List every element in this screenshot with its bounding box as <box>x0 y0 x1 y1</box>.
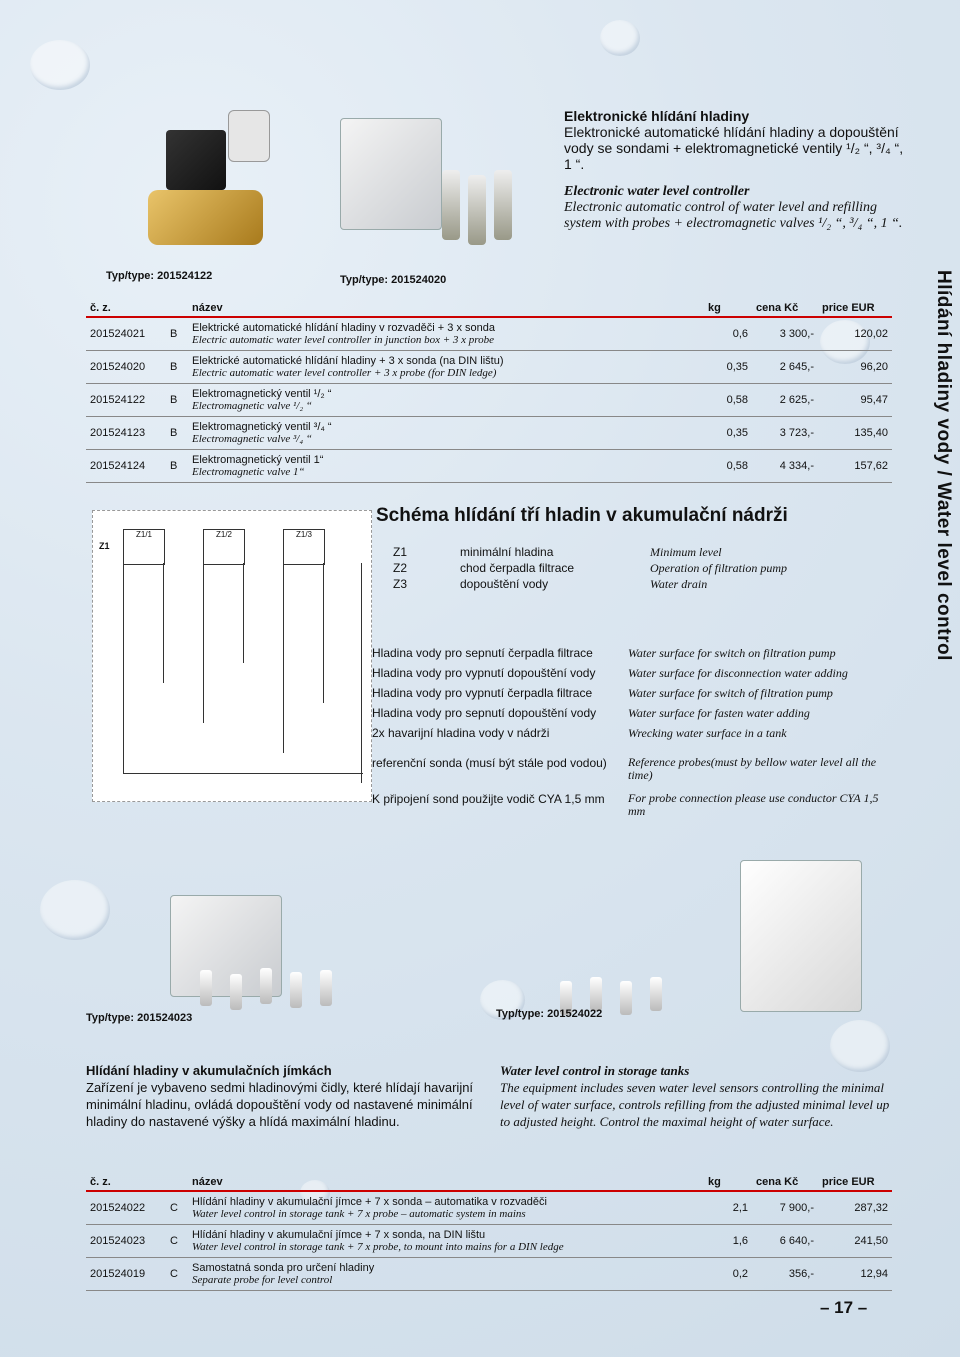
type-label-din: Typ/type: 201524023 <box>86 1012 193 1024</box>
col-eur: price EUR <box>818 1174 892 1191</box>
name-cz: Samostatná sonda pro určení hladiny <box>192 1262 375 1274</box>
storage-heading-cz: Hlídání hladiny v akumulačních jímkách <box>86 1063 332 1078</box>
cell-code: 201524021 <box>86 317 166 351</box>
cell-name <box>188 351 704 384</box>
cell-name <box>188 1225 704 1258</box>
cell-name <box>188 450 704 483</box>
cell-name <box>188 384 704 417</box>
wire <box>203 563 204 723</box>
cell-czk: 2 645,- <box>752 351 818 384</box>
level-desc-en: Water surface for disconnection water adding <box>628 666 848 680</box>
cell-czk: 2 625,- <box>752 384 818 417</box>
col-eur: price EUR <box>818 300 892 317</box>
storage-block-cz <box>86 1062 478 1130</box>
intro-heading-cz: Elektronické hlídání hladiny <box>564 108 750 124</box>
cell-name <box>188 417 704 450</box>
storage-heading-en: Water level control in storage tanks <box>500 1063 690 1078</box>
col-class <box>166 300 188 317</box>
level-desc-cz: Hladina vody pro sepnutí dopouštění vody <box>372 706 597 720</box>
cell-class: C <box>166 1225 188 1258</box>
product-table-2 <box>86 1174 892 1291</box>
cell-code: 201524020 <box>86 351 166 384</box>
background-drop <box>40 880 110 940</box>
wire <box>323 563 324 703</box>
product-table-1 <box>86 300 892 483</box>
level-desc-cz: 2x havarijní hladina vody v nádrži <box>372 726 550 740</box>
cell-eur: 96,20 <box>818 351 892 384</box>
wiring-diagram <box>92 510 372 802</box>
cell-czk: 3 300,- <box>752 317 818 351</box>
cell-kg: 1,6 <box>704 1225 752 1258</box>
name-cz: Elektromagnetický ventil 1“ <box>192 454 324 466</box>
cell-class: B <box>166 384 188 417</box>
type-label-controller: Typ/type: 201524020 <box>340 274 447 286</box>
cell-class: B <box>166 450 188 483</box>
zone-desc-cz: chod čerpadla filtrace <box>460 561 575 575</box>
scheme-title: Schéma hlídání tří hladin v akumulační nádrži <box>376 505 788 526</box>
controller-z1-1 <box>123 529 165 565</box>
wire <box>123 563 124 773</box>
diagram-label: Z1/3 <box>295 530 312 539</box>
cell-eur: 241,50 <box>818 1225 892 1258</box>
name-en: Electromagnetic valve ¹/₂ “ <box>192 400 313 412</box>
cell-eur: 157,62 <box>818 450 892 483</box>
intro-desc-en: Electronic automatic control of water level and refilling system with probes + electromagnetic valves ¹/₂ “, ³/₄ “, 1 “. <box>564 200 903 231</box>
intro-heading-en: Electronic water level controller <box>564 184 750 199</box>
level-desc-en: Water surface for switch on filtration pump <box>628 646 836 660</box>
storage-block-en <box>500 1062 894 1130</box>
background-drop <box>600 20 640 56</box>
zone-desc-en: Minimum level <box>650 545 722 559</box>
cell-eur: 287,32 <box>818 1191 892 1225</box>
level-desc-cz: Hladina vody pro vypnutí dopouštění vody <box>372 666 596 680</box>
reference-probe-en: Reference probes(must by bellow water level all the time) <box>628 755 877 782</box>
level-desc-cz: Hladina vody pro sepnutí čerpadla filtrace <box>372 646 593 660</box>
col-code: č. z. <box>86 300 166 317</box>
diagram-label: Z1/2 <box>215 530 232 539</box>
table-row <box>86 1191 892 1225</box>
name-cz: Hlídání hladiny v akumulační jímce + 7 x sonda, na DIN lištu <box>192 1229 486 1241</box>
cell-code: 201524122 <box>86 384 166 417</box>
wire <box>123 773 363 774</box>
level-desc-en: Water surface for switch of filtration pump <box>628 686 833 700</box>
valve-photo <box>148 110 268 250</box>
name-en: Water level control in storage tank + 7 x probe, to mount into mains for a DIN ledge <box>192 1241 564 1253</box>
cell-kg: 0,2 <box>704 1258 752 1291</box>
connection-note-cz: K připojení sond použijte vodič CYA 1,5 mm <box>372 792 605 806</box>
background-drop <box>30 40 90 90</box>
cell-czk: 3 723,- <box>752 417 818 450</box>
zone-desc-cz: dopouštění vody <box>460 577 549 591</box>
table-row <box>86 417 892 450</box>
storage-desc-en: The equipment includes seven water level sensors controlling the minimal level of water surface, controls refilling from the adjusted minimal level up to adjusted height. Control the maximal height of water surface. <box>500 1080 890 1129</box>
probe-set-photo <box>200 960 430 1010</box>
level-desc-cz: Hladina vody pro vypnutí čerpadla filtrace <box>372 686 593 700</box>
cell-class: C <box>166 1191 188 1225</box>
col-name: název <box>188 1174 704 1191</box>
col-czk: cena Kč <box>752 1174 818 1191</box>
zone-id: Z3 <box>393 577 408 591</box>
probes-photo <box>438 170 518 250</box>
zone-desc-en: Operation of filtration pump <box>650 561 788 575</box>
cell-class: B <box>166 417 188 450</box>
cell-kg: 2,1 <box>704 1191 752 1225</box>
name-en: Electric automatic water level controller in junction box + 3 x probe <box>192 334 495 346</box>
name-cz: Elektrické automatické hlídání hladiny v rozvaděči + 3 x sonda <box>192 322 495 334</box>
cell-eur: 120,02 <box>818 317 892 351</box>
col-kg: kg <box>704 300 752 317</box>
cell-name <box>188 317 704 351</box>
cell-class: C <box>166 1258 188 1291</box>
cell-code: 201524023 <box>86 1225 166 1258</box>
diagram-label: Z1 <box>99 541 110 551</box>
name-en: Electromagnetic valve 1“ <box>192 466 305 478</box>
reference-probe-cz: referenční sonda (musí být stále pod vodou) <box>372 756 607 770</box>
name-cz: Elektromagnetický ventil ¹/₂ “ <box>192 388 332 400</box>
name-en: Water level control in storage tank + 7 x probe – automatic system in mains <box>192 1208 526 1220</box>
cell-kg: 0,58 <box>704 384 752 417</box>
intro-block <box>564 108 904 232</box>
cell-code: 201524124 <box>86 450 166 483</box>
level-desc-en: Water surface for fasten water adding <box>628 706 810 720</box>
wire <box>243 563 244 663</box>
cell-kg: 0,58 <box>704 450 752 483</box>
cell-czk: 356,- <box>752 1258 818 1291</box>
cell-name <box>188 1258 704 1291</box>
cell-class: B <box>166 351 188 384</box>
side-title: Hlídání hladiny vody / Water level control <box>933 270 954 661</box>
wire <box>163 563 164 683</box>
zone-desc-cz: minimální hladina <box>460 545 554 559</box>
zone-id: Z2 <box>393 561 408 575</box>
cell-czk: 4 334,- <box>752 450 818 483</box>
intro-desc-cz: Elektronické automatické hlídání hladiny a dopouštění vody se sondami + elektromagnetické ventily ¹/₂ “, ³/₄ “, 1 “. <box>564 124 904 172</box>
wire <box>361 563 362 783</box>
cell-code: 201524019 <box>86 1258 166 1291</box>
type-label-box: Typ/type: 201524022 <box>496 1008 603 1020</box>
controller-z1-3 <box>283 529 325 565</box>
table-row <box>86 384 892 417</box>
storage-desc-cz: Zařízení je vybaveno sedmi hladinovými čidly, které hlídají havarijní minimální hladinu, ovládá dopouštění vody od nastavené minimální hladiny do nastavené výšky a hlídá maximální hladinu. <box>86 1080 474 1129</box>
table-row <box>86 317 892 351</box>
name-cz: Elektrické automatické hlídání hladiny + 3 x sonda (na DIN lištu) <box>192 355 504 367</box>
col-kg: kg <box>704 1174 752 1191</box>
cell-code: 201524022 <box>86 1191 166 1225</box>
zone-id: Z1 <box>393 545 408 559</box>
table-row <box>86 351 892 384</box>
col-code: č. z. <box>86 1174 166 1191</box>
col-class <box>166 1174 188 1191</box>
cell-czk: 6 640,- <box>752 1225 818 1258</box>
table-row <box>86 450 892 483</box>
level-desc-en: Wrecking water surface in a tank <box>628 726 787 740</box>
table-row <box>86 1225 892 1258</box>
name-cz: Hlídání hladiny v akumulační jímce + 7 x sonda – automatika v rozvaděči <box>192 1196 547 1208</box>
cell-kg: 0,35 <box>704 417 752 450</box>
table-row <box>86 1258 892 1291</box>
name-en: Electromagnetic valve ³/₄ “ <box>192 433 313 445</box>
cell-kg: 0,35 <box>704 351 752 384</box>
name-en: Separate probe for level control <box>192 1274 333 1286</box>
cell-kg: 0,6 <box>704 317 752 351</box>
cell-code: 201524123 <box>86 417 166 450</box>
zone-desc-en: Water drain <box>650 577 708 591</box>
cell-class: B <box>166 317 188 351</box>
col-czk: cena Kč <box>752 300 818 317</box>
page-number: – 17 – <box>820 1298 868 1317</box>
cell-eur: 12,94 <box>818 1258 892 1291</box>
col-name: název <box>188 300 704 317</box>
controller-z1-2 <box>203 529 245 565</box>
cell-eur: 95,47 <box>818 384 892 417</box>
type-label-valve: Typ/type: 201524122 <box>106 270 213 282</box>
junction-box-photo <box>740 860 862 1012</box>
wire <box>283 563 284 753</box>
controller-photo <box>340 118 442 230</box>
name-en: Electric automatic water level controller + 3 x probe (for DIN ledge) <box>192 367 497 379</box>
diagram-label: Z1/1 <box>135 530 152 539</box>
cell-czk: 7 900,- <box>752 1191 818 1225</box>
cell-name <box>188 1191 704 1225</box>
cell-eur: 135,40 <box>818 417 892 450</box>
connection-note-en: For probe connection please use conductor CYA 1,5 mm <box>628 791 879 818</box>
name-cz: Elektromagnetický ventil ³/₄ “ <box>192 421 332 433</box>
